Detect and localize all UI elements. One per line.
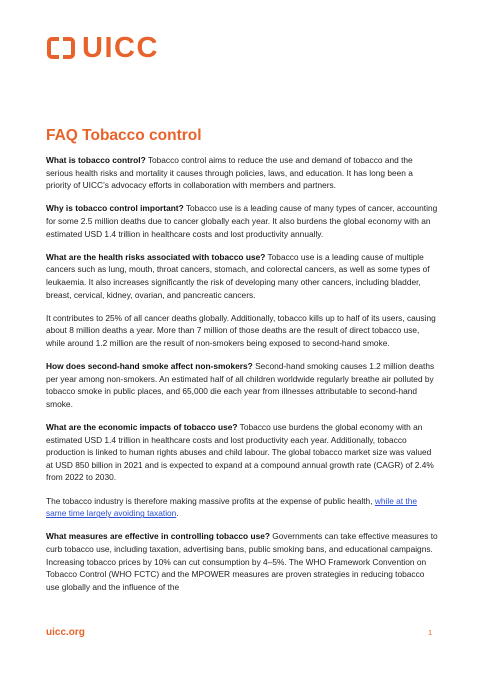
faq-question: Why is tobacco control important?: [46, 203, 184, 214]
faq-answer: Governments can take effective measures to curb tobacco use, including taxation, advertising bans, public smoking bans, and educational campaigns. Increasing tobacco prices by 10% can cut consumption by 4–5%. The WHO Framework Convention on Tobacco Control (WHO FCTC) and the MPOWER measures are proven strategies in reducing tobacco use globally and the influence of the: [46, 531, 438, 592]
faq-answer: Tobacco use is a leading cause of multiple cancers such as lung, mouth, throat cancers, stomach, and colorectal cancers, as well as some types of leukaemia. It also increases significantly the risk of developing many other cancers, including bladder, breast, cervical, kidney, ovarian, and pancreatic cancers.: [46, 251, 430, 300]
taxation-link[interactable]: while at the same time largely avoiding taxation: [46, 495, 418, 519]
faq-content: [46, 154, 438, 604]
faq-answer: Second-hand smoking causes 1.2 million deaths per year among non-smokers. An estimated half of all children worldwide regularly breathe air polluted by tobacco smoke in public places, and 65,000 die each year from illnesses attributable to second-hand smoke.: [46, 361, 435, 409]
faq-question: What are the health risks associated with tobacco use?: [46, 251, 266, 262]
faq-item: [46, 530, 438, 593]
faq-item: [46, 251, 438, 301]
faq-item: [46, 202, 438, 240]
faq-paragraph: [46, 495, 438, 520]
faq-answer: Tobacco use burdens the global economy with an estimated USD 1.4 trillion in healthcare costs and lost productivity each year. Additionally, tobacco production is linked to human rights abuses and child labour. The global tobacco market size was valued at USD 850 billion in 2021 and is expected to expand at a compound annual growth rate (CAGR) of 2.4% from 2022 to 2030.: [46, 422, 434, 483]
industry-text-end: .: [176, 508, 179, 519]
page-number: 1: [428, 628, 433, 637]
page-title: FAQ Tobacco control: [46, 127, 202, 144]
faq-item: [46, 154, 438, 192]
uicc-logo-icon: [46, 36, 76, 60]
faq-question: What are the economic impacts of tobacco use?: [46, 422, 238, 433]
faq-question: What is tobacco control?: [46, 155, 146, 165]
logo-text: UICC: [82, 32, 159, 64]
faq-answer: Tobacco control aims to reduce the use and demand of tobacco and the serious health risks and mortality it causes through policies, laws, and education. It has long been a priority of UICC’s advocacy efforts in collaboration with members and partners.: [46, 155, 413, 191]
faq-answer: Tobacco use is a leading cause of many types of cancer, accounting for some 2.5 million deaths due to cancer globally each year. It also burdens the global economy with an estimated USD 1.4 trillion in healthcare costs and lost productivity annually.: [46, 203, 438, 239]
faq-question: How does second-hand smoke affect non-smokers?: [46, 361, 253, 372]
uicc-logo[interactable]: [46, 33, 159, 63]
faq-answer: It contributes to 25% of all cancer deaths globally. Additionally, tobacco kills up to half of its users, causing about 8 million deaths a year. More than 7 million of those deaths are the result of direct tobacco use, while around 1.2 million are the result of non-smokers being exposed to second-hand smoke.: [46, 312, 436, 348]
industry-text: The tobacco industry is therefore making massive profits at the expense of public health,: [46, 495, 375, 506]
faq-paragraph: [46, 312, 438, 350]
footer-url[interactable]: uicc.org: [46, 627, 85, 638]
faq-item: [46, 360, 438, 410]
faq-item: [46, 421, 438, 484]
faq-question: What measures are effective in controlling tobacco use?: [46, 531, 270, 542]
